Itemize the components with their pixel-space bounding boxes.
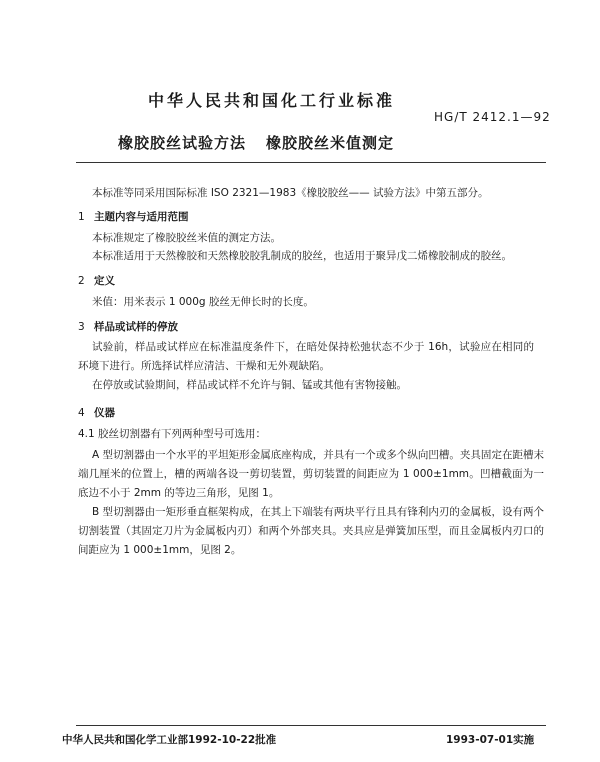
section-number: 2 xyxy=(78,275,85,287)
section-1-paragraph-1: 本标准规定了橡胶胶丝米值的测定方法。 xyxy=(92,232,281,244)
section-4-heading xyxy=(78,405,115,420)
subsection-4-1-paragraph-a: A 型切割器由一个水平的平坦矩形金属底座构成，并具有一个或多个纵向凹槽。夹具固定在距槽末端几厘米的位置上，槽的两端各设一剪切装置，剪切装置的间距应为 1 000±1mm。凹槽截面为一底边不小于 2mm 的等边三角形，见图 1。 xyxy=(78,449,544,499)
document-title xyxy=(118,132,394,153)
section-number: 3 xyxy=(78,321,85,333)
section-1-heading xyxy=(78,209,189,224)
section-3-paragraph-1: 试验前，样品或试样应在标准温度条件下，在暗处保持松弛状态不少于 16h，试验应在相同的环境下进行。所选择试样应清洁、干燥和无外观缺陷。 xyxy=(78,341,534,372)
subsection-number: 4.1 xyxy=(78,428,95,440)
section-number: 4 xyxy=(78,407,85,419)
section-number: 1 xyxy=(78,211,85,223)
section-2-paragraph-1: 米值：用米表示 1 000g 胶丝无伸长时的长度。 xyxy=(92,296,314,308)
title-sub: 橡胶胶丝米值测定 xyxy=(266,134,395,152)
approval-info: 中华人民共和国化学工业部1992-10-22批准 xyxy=(62,734,277,746)
section-3-heading xyxy=(78,319,178,334)
section-2-heading xyxy=(78,273,115,288)
footer-divider xyxy=(76,725,546,726)
effective-date: 1993-07-01实施 xyxy=(446,734,535,746)
section-title: 样品或试样的停放 xyxy=(94,321,178,333)
section-title: 仪器 xyxy=(94,407,115,419)
organization-title: 中华人民共和国化工行业标准 xyxy=(148,91,396,110)
section-title: 定义 xyxy=(94,275,115,287)
standard-number: HG/T 2412.1—92 xyxy=(434,110,551,124)
subsection-text: 胶丝切割器有下列两种型号可选用： xyxy=(98,428,266,440)
header-divider xyxy=(76,162,546,163)
subsection-4-1-paragraph-b: B 型切割器由一矩形垂直框架构成，在其上下端装有两块平行且具有锋利内刃的金属板，设有两个切割装置（其固定刀片为金属板内刃）和两个外部夹具。夹具应是弹簧加压型，而且金属板内刃口的间距应为 1 000±1mm，见图 2。 xyxy=(78,506,544,556)
subsection-4-1 xyxy=(78,426,266,441)
section-1-paragraph-2: 本标准适用于天然橡胶和天然橡胶胶乳制成的胶丝，也适用于聚异戊二烯橡胶制成的胶丝。 xyxy=(92,250,512,262)
section-title: 主题内容与适用范围 xyxy=(94,211,189,223)
title-main: 橡胶胶丝试验方法 xyxy=(118,134,247,152)
section-3-paragraph-2: 在停放或试验期间，样品或试样不允许与铜、锰或其他有害物接触。 xyxy=(92,379,407,391)
intro-paragraph: 本标准等同采用国际标准 ISO 2321—1983《橡胶胶丝—— 试验方法》中第五部分。 xyxy=(92,187,489,199)
